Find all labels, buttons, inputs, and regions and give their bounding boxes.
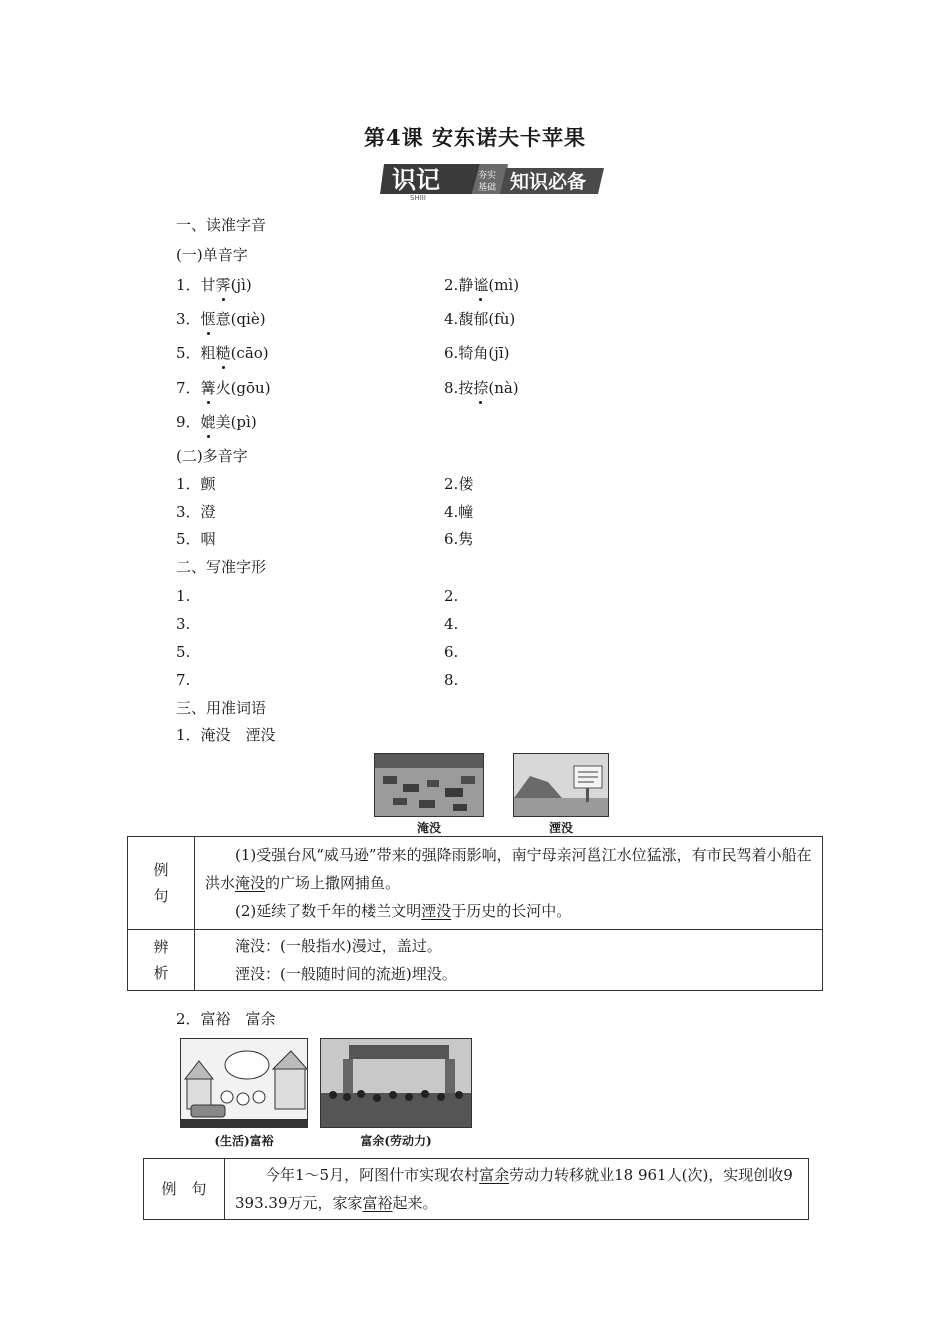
glyph-num-8: 8. — [444, 671, 459, 689]
s2-heading: 二、写准字形 — [176, 558, 267, 576]
banner-right: 知识必备 — [510, 171, 587, 193]
definition-2: 湮没：(一般随时间的流逝)埋没。 — [235, 965, 457, 983]
flood-photo — [374, 753, 484, 817]
s3-heading: 三、用准词语 — [176, 699, 267, 717]
char-item-2: 2.静谧(mì) — [444, 276, 520, 294]
crowd-photo — [320, 1038, 472, 1128]
cartoon-image — [180, 1038, 308, 1128]
word-pair-1-title: 1．淹没 湮没 — [176, 726, 276, 744]
cartoon-caption: (生活)富裕 — [214, 1134, 274, 1148]
crowd-caption: 富余(劳动力) — [360, 1134, 432, 1148]
example-sentence-2: 今年1～5月，阿图什市实现农村富余劳动力转移就业18 961人(次)，实现创收9 393.39万元，家家富裕起来。 — [225, 1159, 809, 1220]
poly-item-5: 5．咽 — [176, 530, 216, 548]
example-1: (1)受强台风“威马逊”带来的强降雨影响，南宁母亲河邕江水位猛涨，有市民驾着小船在洪水淹没的广场上撒网捕鱼。 — [205, 846, 812, 892]
poly-item-2: 2.偻 — [444, 475, 474, 493]
glyph-num-3: 3. — [176, 615, 191, 633]
banner-small-top: 夯实 — [478, 171, 497, 181]
char-item-4: 4.馥郁(fù) — [444, 310, 516, 328]
flood-caption: 淹没 — [416, 821, 441, 835]
char-item-9: 9．媲美(pì) — [176, 413, 257, 431]
glyph-num-5: 5. — [176, 643, 191, 661]
banner-big: 识记 — [392, 166, 440, 194]
example-sentences — [195, 837, 823, 930]
section-banner — [380, 160, 608, 200]
example-label-2: 例 句 — [144, 1159, 225, 1220]
glyph-num-2: 2. — [444, 587, 459, 605]
char-item-5: 5．粗糙(cāo) — [176, 344, 269, 362]
poly-item-1: 1．颤 — [176, 475, 216, 493]
glyph-num-4: 4. — [444, 615, 459, 633]
example-2: (2)延续了数千年的楼兰文明湮没于历史的长河中。 — [235, 902, 572, 920]
analysis-text — [195, 930, 823, 991]
poly-item-6: 6.隽 — [444, 530, 474, 548]
word-pair-2-title: 2．富裕 富余 — [176, 1010, 276, 1028]
example-label: 例 句 — [128, 837, 195, 930]
char-item-1: 1．甘霁(jì) — [176, 276, 252, 294]
char-item-8: 8.按捺(nà) — [444, 379, 519, 397]
banner-small-bottom: 基础 — [478, 183, 497, 193]
banner-pinyin: SHIJI — [410, 194, 426, 200]
s1-sub1: (一)单音字 — [176, 246, 248, 264]
s1-heading: 一、读准字音 — [176, 216, 267, 234]
example-row-2 — [144, 1159, 809, 1220]
word-pair-2-table — [143, 1158, 809, 1220]
poly-item-4: 4.幢 — [444, 503, 474, 521]
poly-item-3: 3．澄 — [176, 503, 216, 521]
page-title: 第4课 安东诺夫卡苹果 — [364, 125, 586, 150]
analysis-row — [128, 930, 823, 991]
definition-1: 淹没：(一般指水)漫过，盖过。 — [235, 937, 442, 955]
char-item-6: 6.犄角(jī) — [444, 344, 510, 362]
ruins-photo — [513, 753, 609, 817]
analysis-label: 辨 析 — [128, 930, 195, 991]
example-row — [128, 837, 823, 930]
glyph-num-1: 1. — [176, 587, 191, 605]
char-item-3: 3．惬意(qiè) — [176, 310, 266, 328]
char-item-7: 7．篝火(gōu) — [176, 379, 271, 397]
glyph-num-7: 7. — [176, 671, 191, 689]
s1-sub2: (二)多音字 — [176, 447, 248, 465]
glyph-num-6: 6. — [444, 643, 459, 661]
word-pair-1-table — [127, 836, 823, 991]
ruins-caption: 湮没 — [548, 821, 573, 835]
